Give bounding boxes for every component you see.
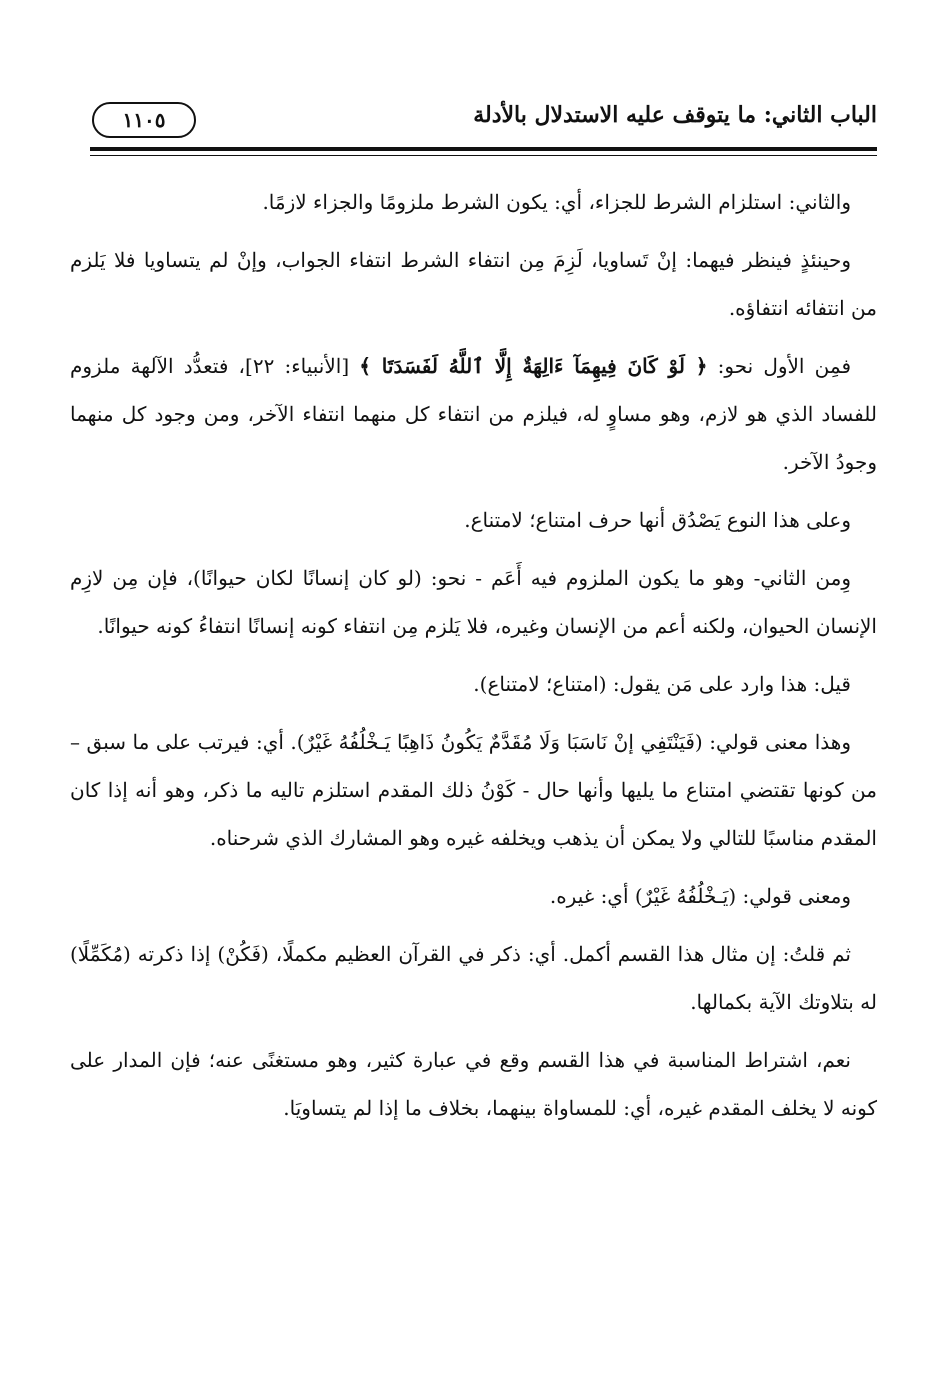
paragraph-rest: [الأنبياء: ٢٢]، فتعدُّد الآلهة ملزوم للفساد الذي هو لازم، وهو مساوٍ له، فيلزم من انتفاء كل منهما انتفاء الآخر، ومن وجود كل منهما وجودُ الآخر.	[70, 354, 877, 474]
paragraph: ومعنى قولي: (يَـخْلُفُهُ غَيْرٌ) أي: غيره.	[549, 884, 851, 908]
paragraph: نعم، اشتراط المناسبة في هذا القسم وقع في عبارة كثير، وهو مستغنًى عنه؛ فإن المدار على كونه لا يخلف المقدم غيره، أي: للمساواة بينهما، بخلاف ما إذا لم يتساويَا.	[70, 1048, 877, 1120]
body-text	[70, 178, 877, 1142]
paragraph: وحينئذٍ فينظر فيهما: إنْ تَساويا، لَزِمَ مِن انتفاء الشرط انتفاء الجواب، وإنْ لم يتساويا فلا يَلزم من انتفائه انتفاؤه.	[70, 248, 877, 320]
page-number-badge: ١١٠٥	[92, 102, 196, 138]
page-header	[70, 96, 877, 144]
quran-verse: ﴿ لَوْ كَانَ فِيهِمَآ ءَالِهَةٌ إِلَّا ٱللَّهُ لَفَسَدَتَا ﴾	[359, 354, 708, 378]
paragraph-with-verse	[70, 342, 877, 486]
paragraph: والثاني: استلزام الشرط للجزاء، أي: يكون الشرط ملزومًا والجزاء لازمًا.	[262, 190, 851, 214]
paragraph: وعلى هذا النوع يَصْدُق أنها حرف امتناع؛ لامتناع.	[464, 508, 851, 532]
running-title: الباب الثاني: ما يتوقف عليه الاستدلال بالأدلة	[473, 102, 877, 128]
paragraph: ثم قلتُ: إن مثال هذا القسم أكمل. أي: ذكر في القرآن العظيم مكملًا، (فَكُنْ) إذا ذكرته (مُكَمِّلًا) له بتلاوتك الآية بكمالها.	[70, 942, 877, 1014]
paragraph: وهذا معنى قولي: (فَيَنْتَفِي إنْ نَاسَبَا وَلَا مُقَدَّمٌ يَكُونُ ذَاهِبًا يَـخْلُفُهُ غَيْرٌ). أي: فيرتب على ما سبق – من كونها تقتضي امتناع ما يليها وأنها حال - كَوْنُ ذلك المقدم استلزم تاليه ما ذكر، وهو أنه إذا كان المقدم مناسبًا للتالي ولا يمكن أن يذهب ويخلفه غيره وهو المشارك الذي شرحناه.	[70, 730, 877, 850]
header-rule-thin	[90, 155, 877, 156]
header-rule-thick	[90, 147, 877, 151]
paragraph: قيل: هذا وارد على مَن يقول: (امتناع؛ لامتناع).	[473, 672, 851, 696]
paragraph-lead: فمِن الأول نحو:	[707, 354, 852, 378]
paragraph: وِمن الثاني- وهو ما يكون الملزوم فيه أَعَم - نحو: (لو كان إنسانًا لكان حيوانًا)، فإن مِن لازِم الإنسان الحيوان، ولكنه أعم من الإنسان وغيره، فلا يَلزم مِن انتفاء كونه إنسانًا انتفاءُ كونه حيوانًا.	[70, 566, 877, 638]
